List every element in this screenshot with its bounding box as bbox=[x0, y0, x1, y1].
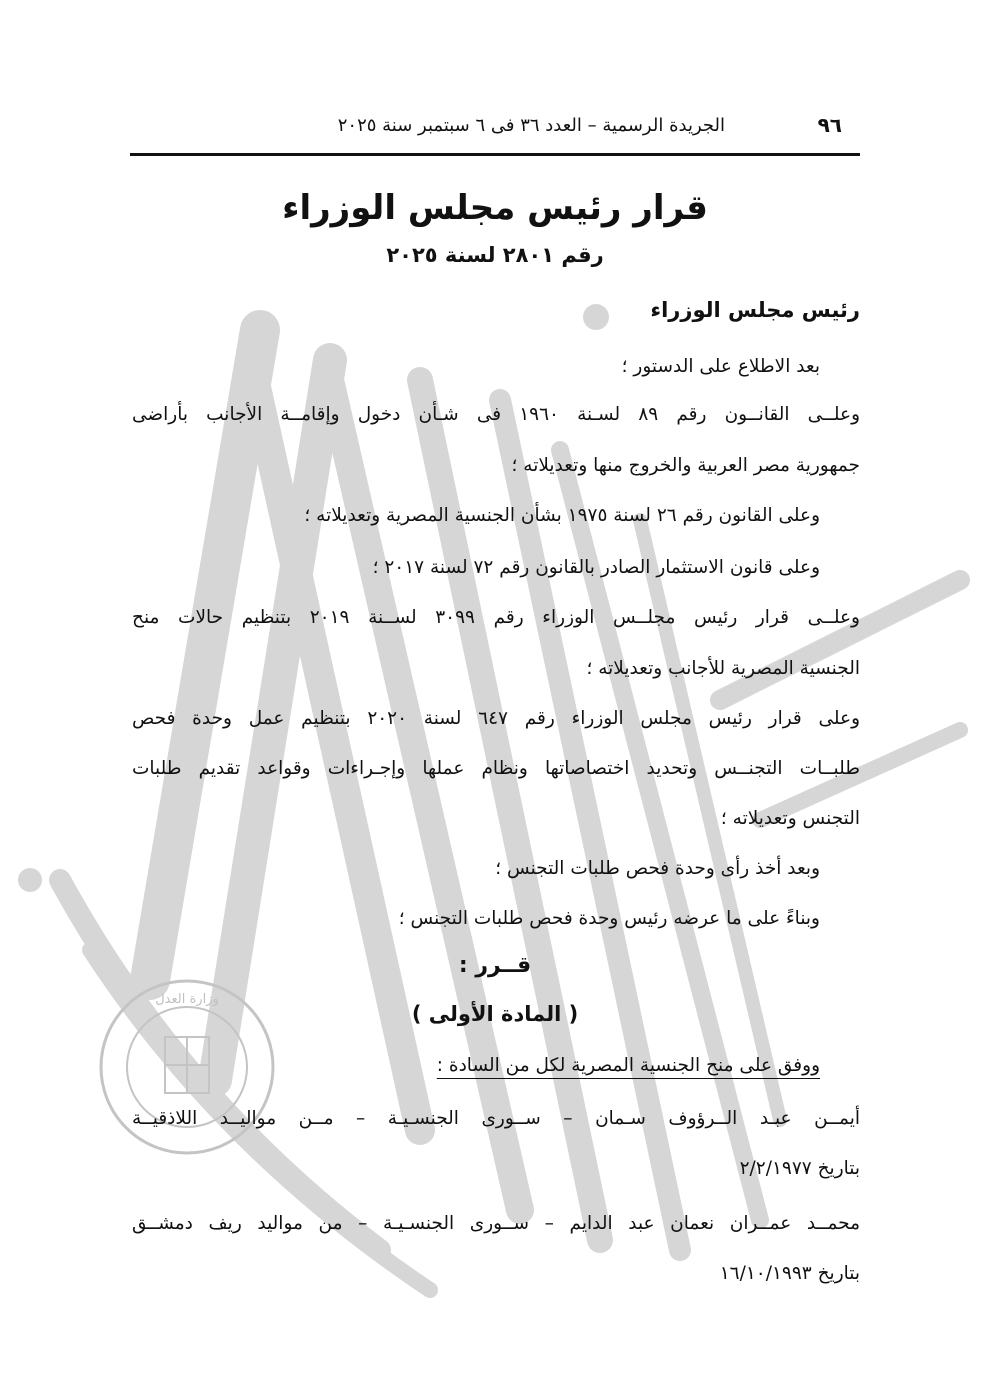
preamble-line: وعلى القانون رقم ٢٦ لسنة ١٩٧٥ بشأن الجنسية المصرية وتعديلاته ؛ bbox=[304, 505, 820, 526]
gazette-issue-line: الجريدة الرسمية – العدد ٣٦ فى ٦ سبتمبر سنة ٢٠٢٥ bbox=[337, 115, 725, 136]
person-2-birthdate: بتاريخ ١٦/١٠/١٩٩٣ bbox=[719, 1263, 860, 1284]
preamble-line: التجنس وتعديلاته ؛ bbox=[720, 808, 860, 829]
preamble-line: وعلى قانون الاستثمار الصادر بالقانون رقم ٧٢ لسنة ٢٠١٧ ؛ bbox=[372, 557, 820, 578]
header-rule bbox=[130, 153, 860, 156]
preamble-line: وبناءً على ما عرضه رئيس وحدة فحص طلبات التجنس ؛ bbox=[398, 908, 820, 929]
seal-text: وزارة العدل bbox=[155, 992, 219, 1007]
person-2-details: محمــد عمــران نعمان عبد الدايم – ســورى الجنسـيـة – من مواليد ريف دمشــق bbox=[132, 1213, 860, 1234]
preamble-line: وعلــى القانــون رقم ٨٩ لسـنة ١٩٦٠ فى شـأن دخول وإقامــة الأجانب بأراضى bbox=[132, 404, 860, 425]
preamble-line: الجنسية المصرية للأجانب وتعديلاته ؛ bbox=[586, 658, 860, 679]
preamble-line: طلبــات التجنــس وتحديد اختصاصاتها ونظام عملها وإجـراءات وقواعد تقديم طلبات bbox=[132, 758, 860, 779]
article-1-intro: ووفق على منح الجنسية المصرية لكل من السادة : bbox=[436, 1055, 820, 1076]
preamble-line: وبعد أخذ رأى وحدة فحص طلبات التجنس ؛ bbox=[495, 858, 820, 879]
preamble-line: بعد الاطلاع على الدستور ؛ bbox=[621, 356, 820, 377]
decree-issuer: رئيس مجلس الوزراء bbox=[650, 298, 860, 322]
decides-heading: قــرر : bbox=[458, 953, 532, 978]
person-1-details: أيمــن عبـد الــرؤوف سـمان – ســورى الجنسـيـة – مــن مواليــد اللاذقيــة bbox=[132, 1108, 860, 1129]
article-1-heading: ( المادة الأولى ) bbox=[411, 1002, 579, 1026]
preamble-line: وعلى قرار رئيس مجلس الوزراء رقم ٦٤٧ لسنة ٢٠٢٠ بتنظيم عمل وحدة فحص bbox=[132, 708, 861, 729]
page-header bbox=[130, 113, 860, 145]
preamble-line: جمهورية مصر العربية والخروج منها وتعديلاته ؛ bbox=[511, 455, 860, 476]
page-number: ٩٦ bbox=[817, 113, 842, 137]
decree-title: قرار رئيس مجلس الوزراء bbox=[282, 188, 708, 228]
decree-number: رقم ٢٨٠١ لسنة ٢٠٢٥ bbox=[386, 243, 604, 267]
preamble-line: وعلــى قرار رئيس مجلــس الوزراء رقم ٣٠٩٩ لســنة ٢٠١٩ بتنظيم حالات منح bbox=[132, 607, 860, 628]
person-1-birthdate: بتاريخ ٢/٢/١٩٧٧ bbox=[739, 1158, 860, 1179]
